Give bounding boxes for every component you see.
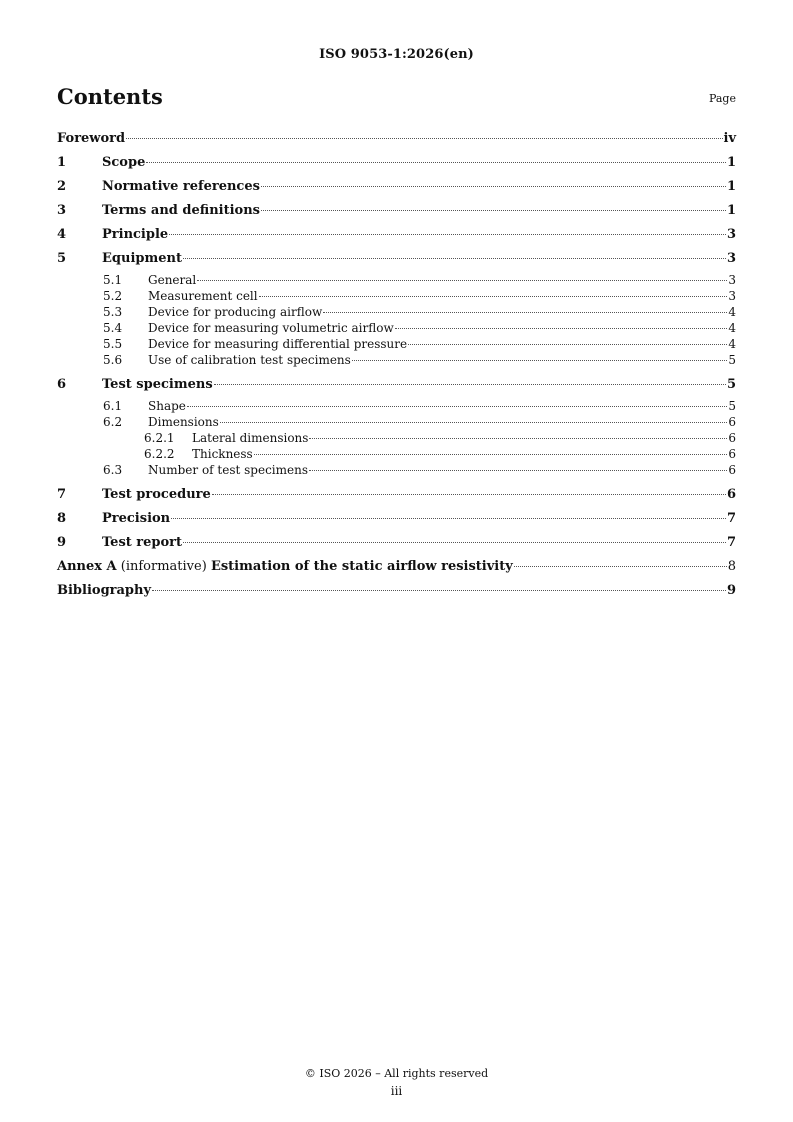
- toc-entry-page: 8: [727, 559, 736, 574]
- toc-entry[interactable]: [57, 288, 736, 304]
- toc-entry[interactable]: [57, 176, 736, 200]
- toc-dot-leader: [212, 494, 726, 495]
- toc-entry-page: 1: [726, 155, 736, 170]
- toc-entry-page: 1: [726, 179, 736, 194]
- toc-entry-title: Measurement cell: [148, 289, 258, 303]
- toc-dot-leader: [197, 280, 727, 281]
- toc-dot-leader: [261, 186, 726, 187]
- toc-entry-page: 5: [728, 353, 736, 367]
- toc-entry-page: 1: [726, 203, 736, 218]
- toc-entry-number: 1: [57, 155, 67, 170]
- toc-dot-leader: [152, 590, 726, 591]
- toc-entry-number: 5.6: [103, 353, 123, 367]
- toc-entry-page: 5: [726, 377, 736, 392]
- toc-dot-leader: [187, 406, 727, 407]
- toc-entry-title: Scope: [102, 155, 146, 170]
- toc-entry-title: Dimensions: [148, 415, 219, 429]
- toc-entry-page: 6: [726, 487, 736, 502]
- toc-entry-page: 6: [728, 463, 736, 477]
- toc-entry-page: 3: [726, 251, 736, 266]
- toc-entry-page: 5: [728, 399, 736, 413]
- toc-entry-title: Use of calibration test specimens: [148, 353, 351, 367]
- toc-entry-title: Device for producing airflow: [148, 305, 323, 319]
- toc-entry-page: 6: [728, 431, 736, 445]
- page-header: ISO 9053-1:2026(en): [319, 47, 474, 62]
- annex-note: (informative): [120, 559, 207, 574]
- toc-dot-leader: [146, 162, 726, 163]
- toc-entry-page: 3: [728, 273, 736, 287]
- toc-dot-leader: [309, 438, 727, 439]
- toc-entry-title: Test procedure: [102, 487, 211, 502]
- toc-entry[interactable]: [57, 462, 736, 478]
- toc-entry-title: Bibliography: [57, 583, 152, 598]
- footer-page-number: iii: [390, 1084, 403, 1098]
- toc-entry-title: Normative references: [102, 179, 260, 194]
- toc-entry-page: 3: [726, 227, 736, 242]
- toc-entry[interactable]: [57, 152, 736, 176]
- toc-dot-leader: [352, 360, 728, 361]
- toc-dot-leader: [259, 296, 728, 297]
- toc-entry[interactable]: [57, 200, 736, 224]
- toc-entry-number: 6.1: [103, 399, 123, 413]
- toc-dot-leader: [126, 138, 722, 139]
- toc-entry-number: 6.2.2: [144, 447, 175, 461]
- toc-dot-leader: [183, 258, 726, 259]
- toc-entry[interactable]: [57, 128, 736, 152]
- toc-dot-leader: [395, 328, 728, 329]
- toc-entry-title: Precision: [102, 511, 171, 526]
- toc-entry[interactable]: [57, 414, 736, 430]
- toc-entry[interactable]: [57, 446, 736, 462]
- toc-entry[interactable]: [57, 272, 736, 288]
- toc-entry-title: Equipment: [102, 251, 182, 266]
- toc-entry-title: [57, 558, 513, 575]
- toc-entry-number: 4: [57, 227, 67, 242]
- page-column-label: Page: [708, 92, 736, 105]
- toc-entry-title: Device for measuring differential pressure: [148, 337, 408, 351]
- toc-entry-title: Shape: [148, 399, 186, 413]
- toc-entry-page: 9: [726, 583, 736, 598]
- toc-entry-page: 4: [728, 337, 736, 351]
- toc-entry-title: Device for measuring volumetric airflow: [148, 321, 394, 335]
- toc-entry-number: 5.3: [103, 305, 123, 319]
- toc-entry-number: 5.5: [103, 337, 123, 351]
- toc-entry-title: Principle: [102, 227, 169, 242]
- toc-entry[interactable]: [57, 352, 736, 368]
- toc-entry-page: 7: [726, 535, 736, 550]
- toc-entry[interactable]: [57, 484, 736, 508]
- toc-entry-title: Terms and definitions: [102, 203, 260, 218]
- toc-entry-page: 6: [728, 415, 736, 429]
- toc-entry-title: Foreword: [57, 131, 126, 146]
- toc-entry-number: 7: [57, 487, 67, 502]
- annex-title: Estimation of the static airflow resistivity: [210, 559, 513, 574]
- contents-title: Contents: [57, 84, 163, 109]
- toc-entry-number: 5.1: [103, 273, 123, 287]
- toc-entry-number: 3: [57, 203, 67, 218]
- toc-dot-leader: [514, 566, 727, 567]
- toc-entry-page: 7: [726, 511, 736, 526]
- toc-dot-leader: [214, 384, 726, 385]
- table-of-contents: [57, 128, 736, 604]
- toc-dot-leader: [309, 470, 727, 471]
- toc-entry[interactable]: [57, 224, 736, 248]
- toc-entry-number: 9: [57, 535, 67, 550]
- toc-entry-page: 4: [728, 321, 736, 335]
- annex-label: Annex A: [57, 559, 117, 574]
- toc-entry[interactable]: [57, 430, 736, 446]
- toc-entry[interactable]: [57, 248, 736, 272]
- toc-dot-leader: [220, 422, 728, 423]
- toc-entry[interactable]: [57, 336, 736, 352]
- footer-copyright: © ISO 2026 – All rights reserved: [304, 1067, 489, 1080]
- toc-entry-title: Thickness: [192, 447, 253, 461]
- toc-dot-leader: [183, 542, 726, 543]
- toc-dot-leader: [171, 518, 726, 519]
- toc-dot-leader: [254, 454, 728, 455]
- toc-entry[interactable]: [57, 320, 736, 336]
- toc-entry-number: 6.3: [103, 463, 123, 477]
- toc-entry[interactable]: [57, 374, 736, 398]
- toc-entry[interactable]: [57, 532, 736, 556]
- toc-entry-number: 6.2.1: [144, 431, 175, 445]
- toc-dot-leader: [169, 234, 726, 235]
- toc-entry-number: 5.2: [103, 289, 123, 303]
- toc-entry-number: 6: [57, 377, 67, 392]
- toc-entry-page: 6: [728, 447, 736, 461]
- toc-entry-title: Test report: [102, 535, 183, 550]
- toc-entry-number: 6.2: [103, 415, 123, 429]
- toc-entry-page: 4: [728, 305, 736, 319]
- toc-dot-leader: [261, 210, 726, 211]
- toc-entry-title: Lateral dimensions: [192, 431, 309, 445]
- toc-entry-number: 8: [57, 511, 67, 526]
- toc-entry-title: Test specimens: [102, 377, 213, 392]
- toc-entry[interactable]: [57, 556, 736, 580]
- toc-entry-number: 5.4: [103, 321, 123, 335]
- toc-dot-leader: [408, 344, 727, 345]
- toc-entry-number: 5: [57, 251, 67, 266]
- toc-entry-page: iv: [723, 131, 736, 146]
- toc-entry[interactable]: [57, 580, 736, 604]
- toc-entry[interactable]: [57, 398, 736, 414]
- toc-entry[interactable]: [57, 304, 736, 320]
- toc-entry-title: General: [148, 273, 197, 287]
- toc-entry-title: Number of test specimens: [148, 463, 309, 477]
- toc-dot-leader: [323, 312, 727, 313]
- toc-entry-page: 3: [728, 289, 736, 303]
- toc-entry[interactable]: [57, 508, 736, 532]
- toc-entry-number: 2: [57, 179, 67, 194]
